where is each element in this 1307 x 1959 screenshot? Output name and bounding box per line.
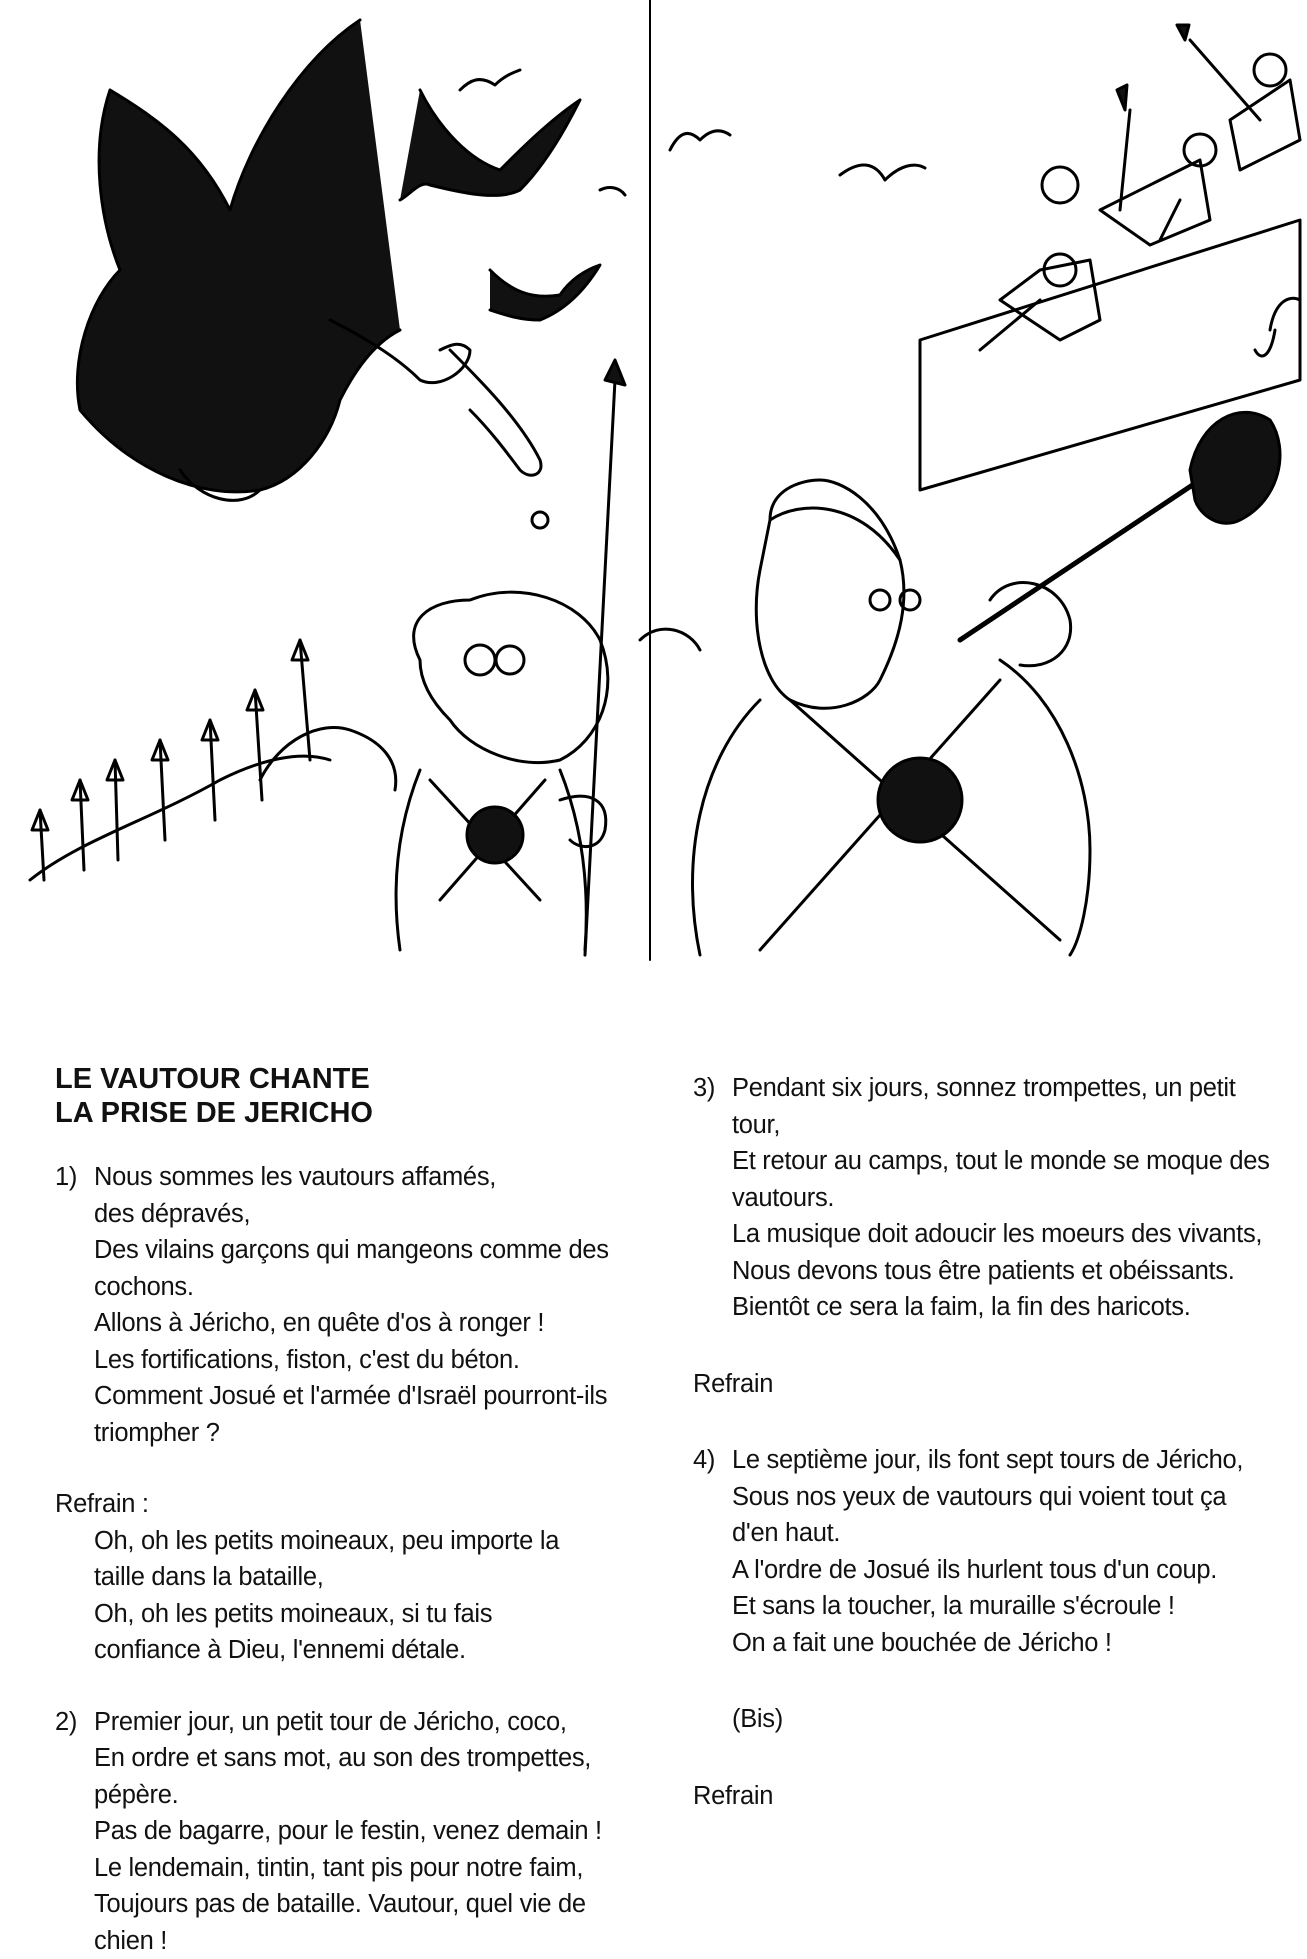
refrain-label: Refrain : — [55, 1486, 635, 1523]
stanza-line: En ordre et sans mot, au son des trompettes, — [94, 1740, 635, 1777]
stanza-number: 3) — [693, 1070, 715, 1107]
stanza-line: Nous sommes les vautours affamés, — [94, 1159, 635, 1196]
stanza-3 — [693, 1070, 1293, 1326]
refrain-line: Oh, oh les petits moineaux, si tu fais — [94, 1596, 635, 1633]
right-column — [693, 1070, 1293, 1814]
stanza-number: 2) — [55, 1704, 77, 1741]
stanza-line: Et sans la toucher, la muraille s'écroule ! — [732, 1588, 1293, 1625]
refrain-line: Oh, oh les petits moineaux, peu importe la — [94, 1523, 635, 1560]
stanza-number: 4) — [693, 1442, 715, 1479]
title-line-1: LE VAUTOUR CHANTE — [55, 1062, 635, 1096]
stanza-line: Et retour au camps, tout le monde se moque des — [732, 1143, 1293, 1180]
stanza-line: Bientôt ce sera la faim, la fin des haricots. — [732, 1289, 1293, 1326]
refrain-line: confiance à Dieu, l'ennemi détale. — [94, 1632, 635, 1669]
stanza-line: Des vilains garçons qui mangeons comme des — [94, 1232, 635, 1269]
refrain — [55, 1523, 635, 1669]
cartoon-illustration — [0, 0, 1307, 965]
stanza-line: Comment Josué et l'armée d'Israël pourront-ils — [94, 1378, 635, 1415]
stanza-line: Premier jour, un petit tour de Jéricho, coco, — [94, 1704, 635, 1741]
stanza-line: cochons. — [94, 1269, 635, 1306]
title-line-2: LA PRISE DE JERICHO — [55, 1096, 635, 1130]
stanza-line: A l'ordre de Josué ils hurlent tous d'un coup. — [732, 1552, 1293, 1589]
bis-label: (Bis) — [693, 1701, 1293, 1738]
stanza-line: Les fortifications, fiston, c'est du béton. — [94, 1342, 635, 1379]
stanza-line: Pendant six jours, sonnez trompettes, un petit — [732, 1070, 1293, 1107]
refrain-label: Refrain — [693, 1778, 1293, 1815]
stanza-line: Pas de bagarre, pour le festin, venez demain ! — [94, 1813, 635, 1850]
stanza-line: On a fait une bouchée de Jéricho ! — [732, 1625, 1293, 1662]
stanza-line: pépère. — [94, 1777, 635, 1814]
stanza-line: vautours. — [732, 1180, 1293, 1217]
stanza-line: d'en haut. — [732, 1515, 1293, 1552]
stanza-line: chien ! — [94, 1923, 635, 1959]
stanza-2 — [55, 1704, 635, 1959]
stanza-line: Sous nos yeux de vautours qui voient tout ça — [732, 1479, 1293, 1516]
trumpeter-drawing — [693, 298, 1301, 955]
flying-vulture-drawings — [400, 70, 625, 320]
stanza-line: Nous devons tous être patients et obéissants. — [732, 1253, 1293, 1290]
birds-drawing — [670, 131, 925, 180]
stanza-1 — [55, 1159, 635, 1451]
soldier-drawing — [396, 360, 625, 955]
refrain-label: Refrain — [693, 1366, 1293, 1403]
stanza-line: des dépravés, — [94, 1196, 635, 1233]
stanza-line: triompher ? — [94, 1415, 635, 1452]
stanza-line: Le lendemain, tintin, tant pis pour notre faim, — [94, 1850, 635, 1887]
big-vulture-drawing — [77, 20, 548, 528]
stanza-line: tour, — [732, 1107, 1293, 1144]
stanza-line: Allons à Jéricho, en quête d'os à ronger ! — [94, 1305, 635, 1342]
stanza-number: 1) — [55, 1159, 77, 1196]
left-column — [55, 1062, 635, 1959]
song-title — [55, 1062, 635, 1130]
army-spears-drawing — [30, 640, 396, 880]
stanza-line: Toujours pas de bataille. Vautour, quel vie de — [94, 1886, 635, 1923]
refrain-line: taille dans la bataille, — [94, 1559, 635, 1596]
stanza-line: La musique doit adoucir les moeurs des vivants, — [732, 1216, 1293, 1253]
stanza-line: Le septième jour, ils font sept tours de Jéricho, — [732, 1442, 1293, 1479]
stanza-4 — [693, 1442, 1293, 1661]
